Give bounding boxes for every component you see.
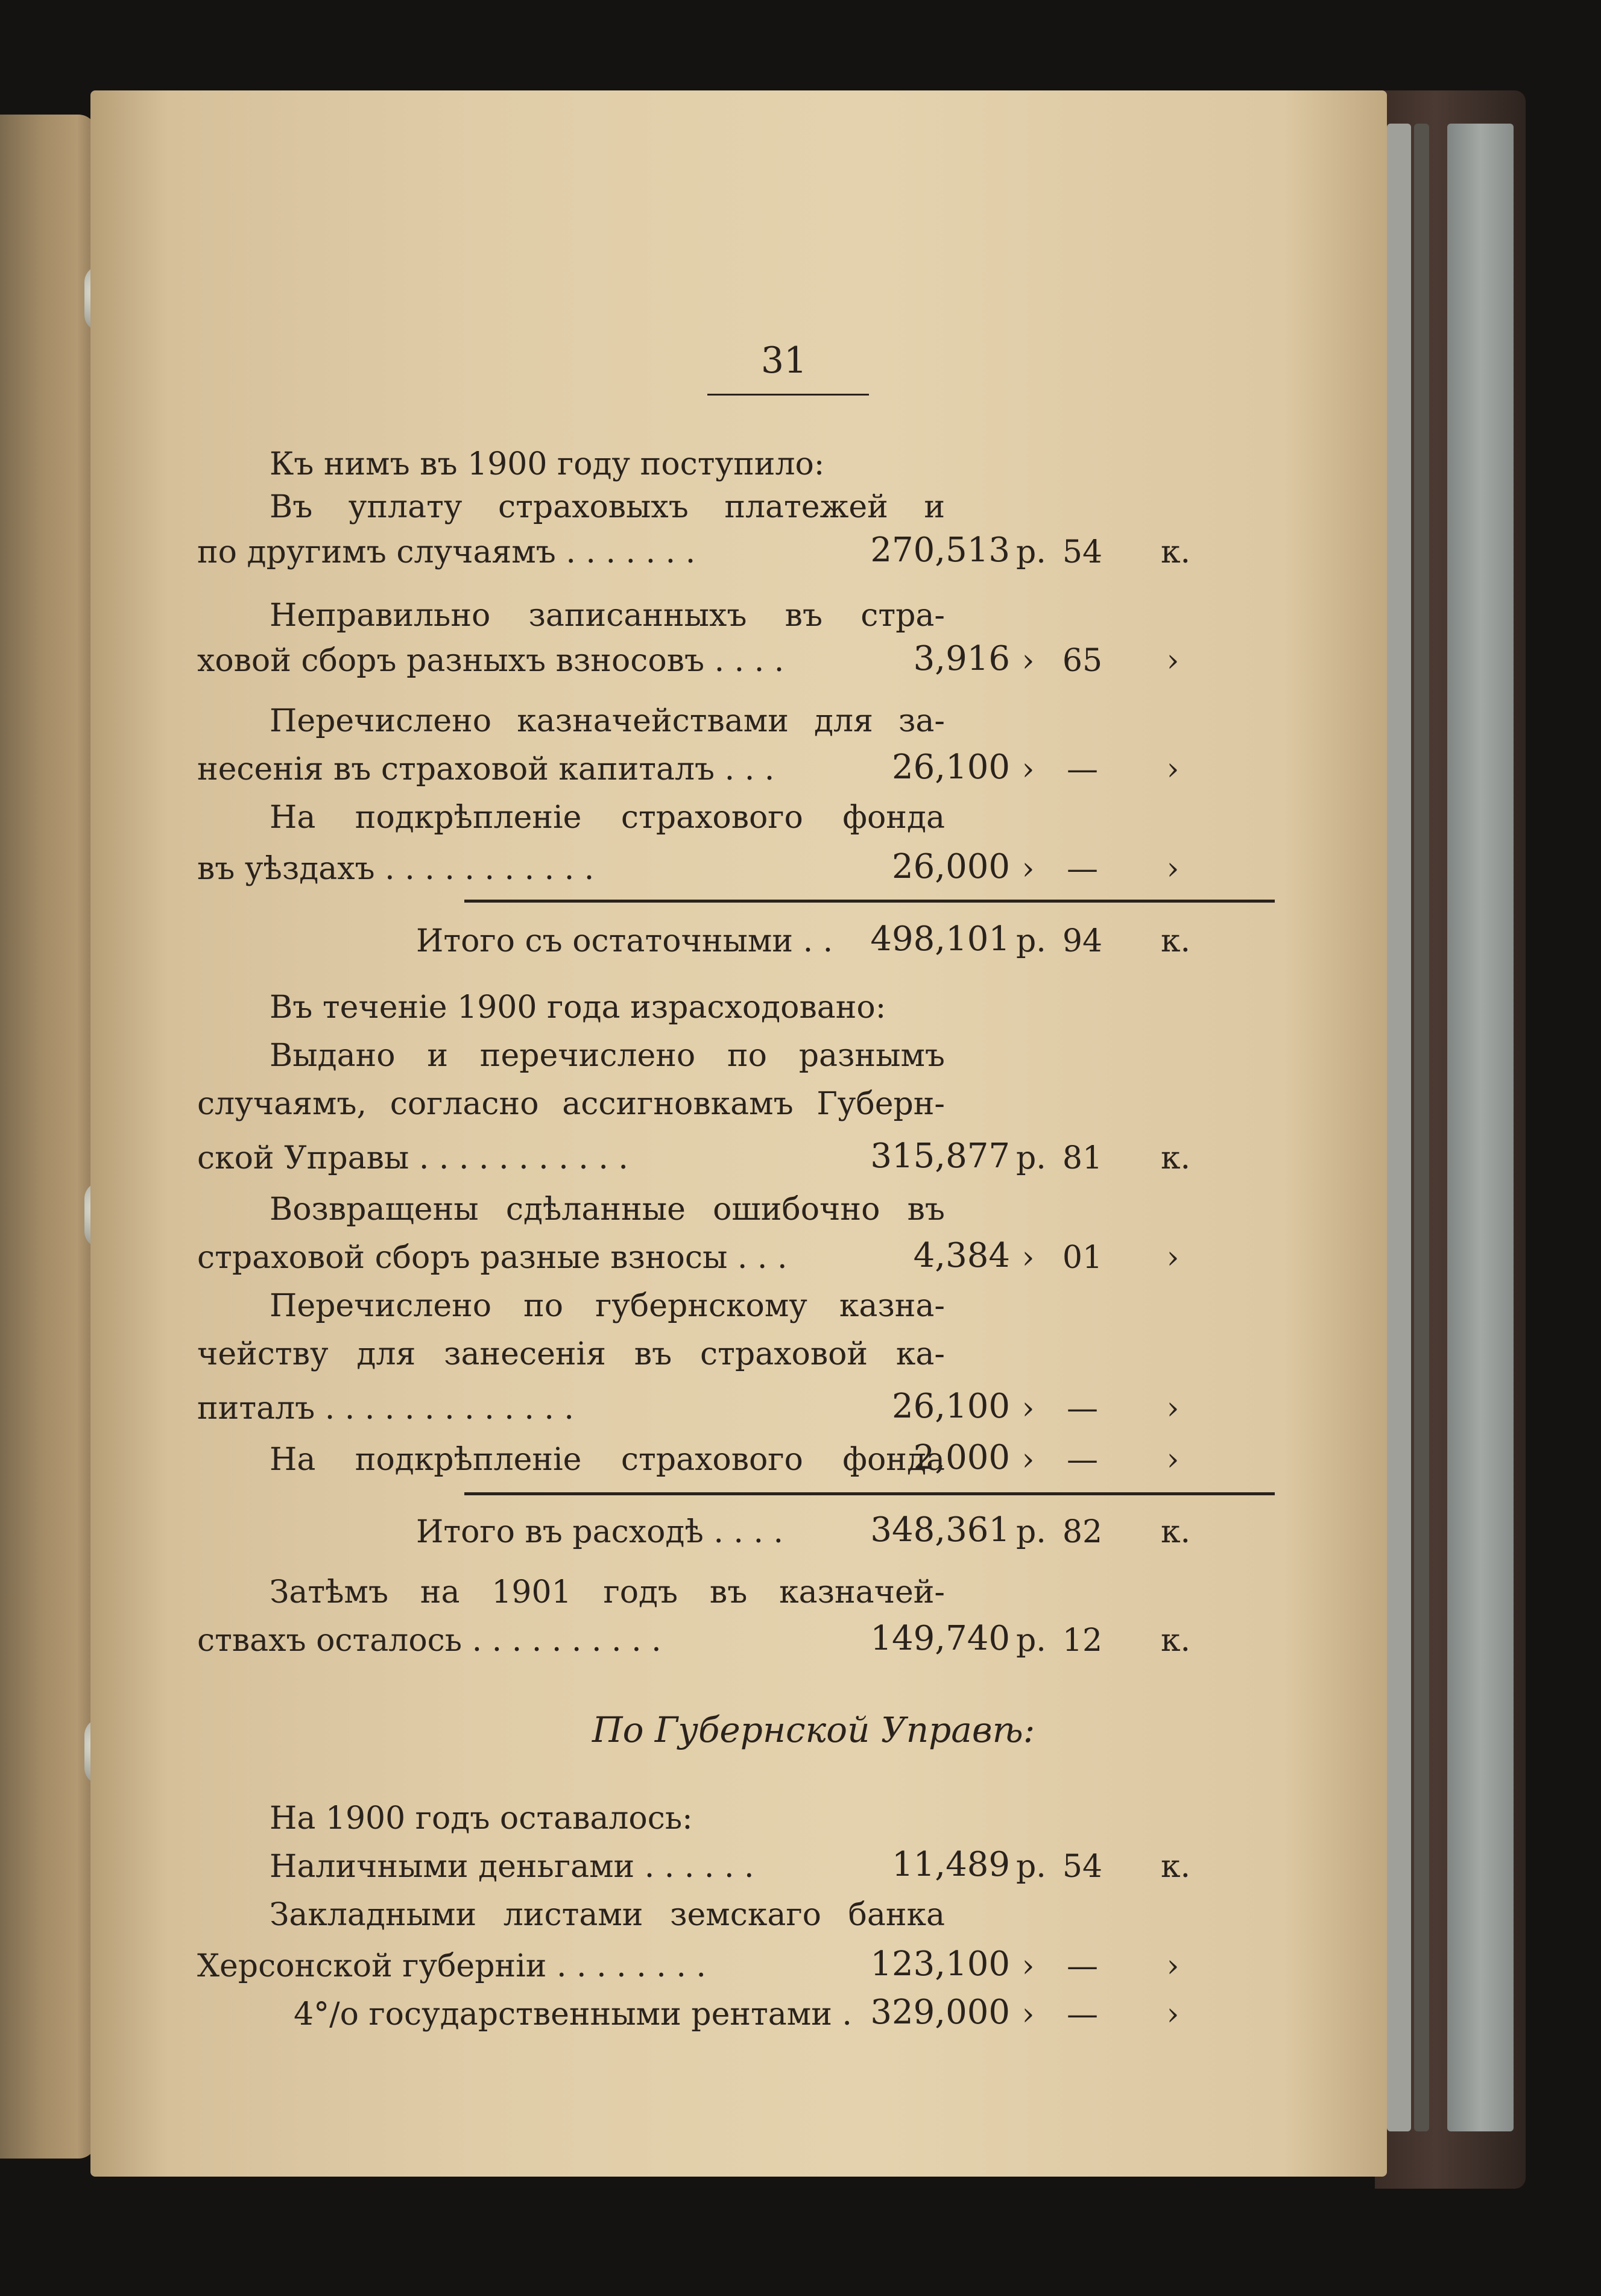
entry-line: Перечислено казначействами для за- [270,703,945,739]
total-kopecks: 94 [1062,923,1103,959]
entry-line: по другимъ случаямъ . . . . . . . [197,534,696,570]
entry-line: На подкрѣпленіе страхового фонда [270,1442,945,1478]
entry-line: Херсонской губерніи . . . . . . . . [197,1948,706,1984]
entry-unit: р. [1016,1623,1046,1659]
section-heading: По Губернской Управѣ: [592,1709,1035,1750]
page-content [90,90,1387,2177]
entry-unit: к. [1161,534,1191,570]
entry-unit: к. [1161,1140,1191,1176]
entry-unit: › [1166,1240,1179,1276]
entry-kopecks: — [1067,1390,1098,1427]
entry-kopecks: — [1067,851,1098,887]
page-number-rule [707,394,869,396]
entry-unit: › [1022,1948,1035,1984]
entry-line: 4°/о государственными рентами . [294,1996,852,2033]
entry-amount: 26,100 [892,1387,1010,1426]
expense-intro: Въ теченіе 1900 года израсходовано: [270,989,886,1026]
entry-line: страховой сборъ разные взносы . . . [197,1240,788,1276]
entry-line: ской Управы . . . . . . . . . . . [197,1140,628,1176]
total-rule [464,1492,1275,1495]
entry-kopecks: 54 [1062,534,1103,570]
entry-unit: к. [1161,1849,1191,1885]
entry-unit: › [1022,1996,1035,2033]
entry-unit: р. [1016,1849,1046,1885]
entry-kopecks: 01 [1062,1240,1103,1276]
entry-amount: 123,100 [870,1944,1010,1984]
entry-unit: › [1166,643,1179,679]
intro-text: Къ нимъ въ 1900 году поступило: [270,446,825,482]
entry-amount: 149,740 [870,1619,1010,1658]
entry-amount: 329,000 [870,1993,1010,2032]
entry-amount: 26,000 [892,847,1010,886]
entry-line: чейству для занесенія въ страховой ка- [197,1336,945,1372]
entry-line: Возвращены сдѣланные ошибочно въ [270,1191,945,1228]
total-label: Итого въ расходѣ . . . . [416,1514,784,1550]
entry-amount: 11,489 [892,1845,1010,1884]
entry-line: случаямъ, согласно ассигновкамъ Губерн- [197,1086,945,1122]
entry-line: Наличными деньгами . . . . . . [270,1849,754,1885]
entry-amount: 2,000 [913,1438,1010,1477]
entry-unit: › [1022,1390,1035,1427]
entry-line: Перечислено по губернскому казна- [270,1288,945,1324]
page-number: 31 [760,339,807,382]
entry-line: Неправильно записанныхъ въ стра- [270,598,945,634]
entry-unit: › [1022,851,1035,887]
entry-amount: 4,384 [913,1236,1010,1275]
total-kopecks: 82 [1062,1514,1103,1550]
entry-unit: › [1166,851,1179,887]
entry-kopecks: — [1067,1996,1098,2033]
page-stack-edge [1387,124,1411,2131]
entry-line: ховой сборъ разныхъ взносовъ . . . . [197,643,785,679]
entry-kopecks: — [1067,751,1098,787]
entry-unit: р. [1016,1140,1046,1176]
entry-line: въ уѣздахъ . . . . . . . . . . . [197,851,595,887]
page-stack-edge [1447,124,1514,2131]
entry-amount: 270,513 [870,531,1010,570]
entry-line: На подкрѣпленіе страхового фонда [270,800,945,836]
left-page-edge [0,115,96,2159]
total-unit: к. [1161,1514,1191,1550]
entry-kopecks: 12 [1062,1623,1103,1659]
entry-kopecks: 54 [1062,1849,1103,1885]
total-amount: 348,361 [870,1510,1010,1550]
entry-line: Закладными листами земскаго банка [270,1897,945,1933]
entry-line: Въ уплату страховыхъ платежей и [270,489,945,525]
entry-unit: › [1166,1442,1179,1478]
entry-unit: р. [1016,534,1046,570]
entry-line: питалъ . . . . . . . . . . . . . [197,1390,574,1427]
entry-line: несенія въ страховой капиталъ . . . [197,751,775,787]
entry-unit: › [1022,1442,1035,1478]
entry-kopecks: 81 [1062,1140,1103,1176]
entry-unit: › [1166,1948,1179,1984]
entry-unit: › [1022,643,1035,679]
total-unit: р. [1016,923,1046,959]
page-stack-edge [1414,124,1429,2131]
entry-unit: к. [1161,1623,1191,1659]
entry-line: Выдано и перечислено по разнымъ [270,1038,945,1074]
entry-kopecks: — [1067,1948,1098,1984]
entry-unit: › [1022,751,1035,787]
entry-line: Затѣмъ на 1901 годъ въ казначей- [270,1574,945,1610]
entry-unit: › [1166,1390,1179,1427]
balance-intro: На 1900 годъ оставалось: [270,1800,693,1837]
total-unit: к. [1161,923,1191,959]
entry-amount: 26,100 [892,748,1010,787]
total-amount: 498,101 [870,919,1010,959]
total-unit: р. [1016,1514,1046,1550]
total-rule [464,900,1275,903]
entry-kopecks: 65 [1062,643,1103,679]
entry-line: ствахъ осталось . . . . . . . . . . [197,1623,662,1659]
entry-unit: › [1166,751,1179,787]
entry-kopecks: — [1067,1442,1098,1478]
entry-unit: › [1022,1240,1035,1276]
entry-amount: 315,877 [870,1137,1010,1176]
entry-amount: 3,916 [913,639,1010,678]
total-label: Итого съ остаточными . . [416,923,833,959]
entry-unit: › [1166,1996,1179,2033]
